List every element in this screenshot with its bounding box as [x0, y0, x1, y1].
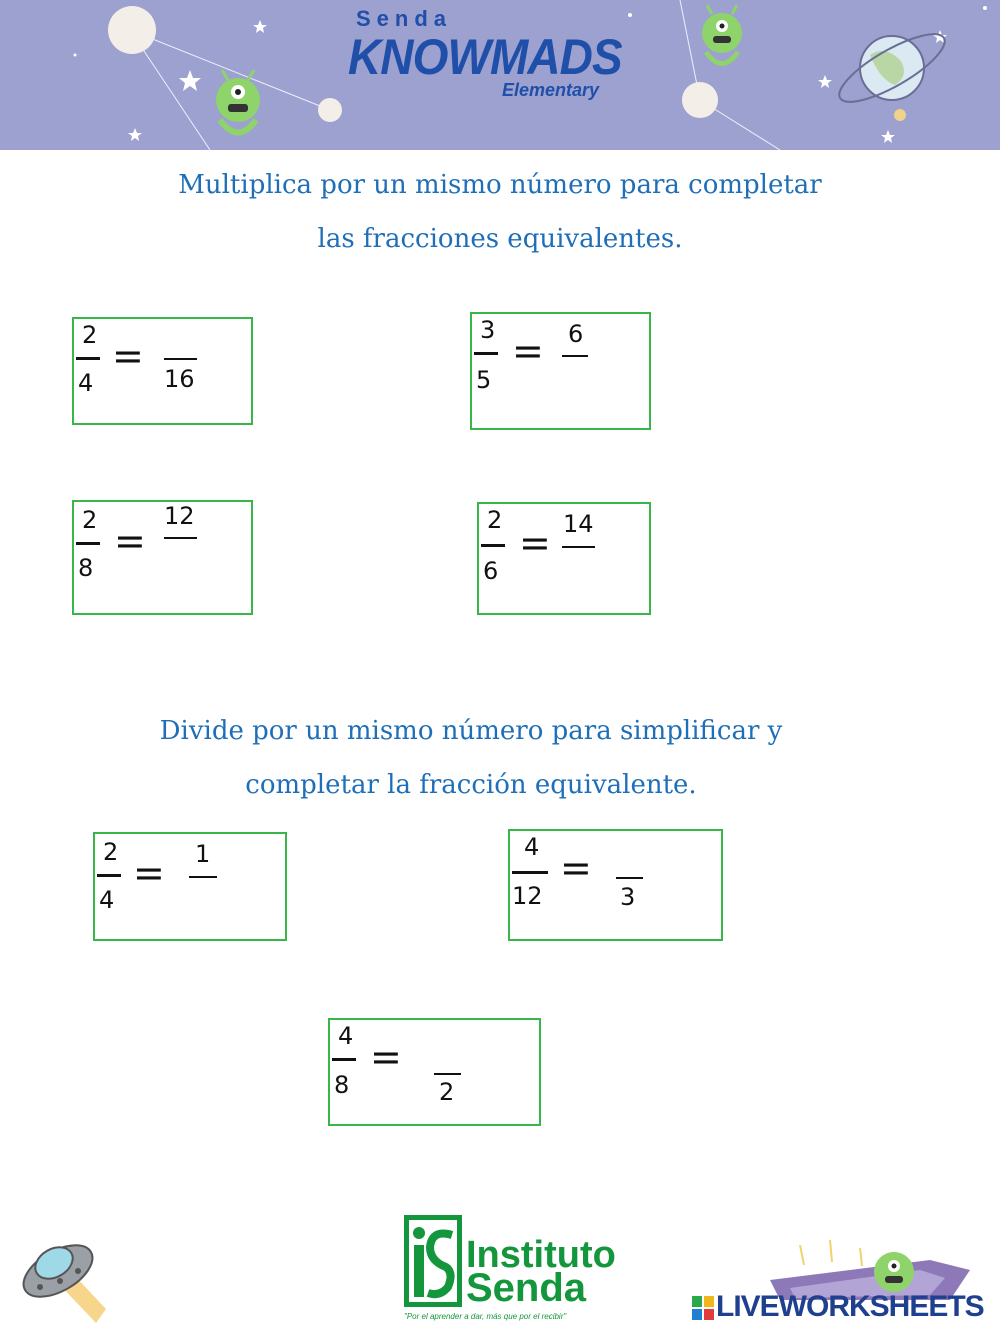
fraction-bar	[97, 874, 121, 877]
liveworksheets-brand-text: LIVEWORKSHEETS	[716, 1290, 984, 1323]
ufo-icon	[10, 1235, 110, 1330]
fraction-numerator: 3	[480, 316, 496, 344]
instruction-multiply	[0, 158, 1000, 266]
instruction-line: las fracciones equivalentes.	[317, 224, 683, 254]
fraction-bar	[481, 544, 505, 547]
fraction-denominator: 4	[78, 369, 94, 397]
equals-sign: =	[133, 851, 165, 895]
exercise-box	[93, 832, 287, 941]
exercise-box	[508, 829, 723, 941]
fraction-numerator: 4	[338, 1022, 354, 1050]
exercise-box	[72, 317, 253, 425]
fraction-denominator: 8	[334, 1071, 350, 1099]
fraction-numerator: 2	[82, 321, 98, 349]
equals-sign: =	[112, 334, 144, 378]
answer-bar	[434, 1073, 461, 1075]
institute-name-line1: Instituto	[466, 1234, 616, 1276]
instruction-line: Divide por un mismo número para simplificar y	[159, 716, 783, 746]
moon-icon	[318, 98, 342, 122]
fraction-denominator: 6	[483, 557, 499, 585]
equals-sign: =	[114, 519, 146, 563]
answer-numerator[interactable]: 1	[195, 840, 211, 868]
answer-bar	[164, 358, 197, 360]
answer-denominator[interactable]: 2	[439, 1078, 455, 1106]
logo-senda-text: Senda	[356, 6, 453, 31]
fraction-bar	[332, 1058, 356, 1061]
equals-sign: =	[512, 329, 544, 373]
fraction-denominator: 5	[476, 366, 492, 394]
institute-name-line2: Senda	[466, 1266, 587, 1310]
fraction-numerator: 2	[103, 838, 119, 866]
fraction-numerator: 4	[524, 833, 540, 861]
answer-bar	[562, 546, 595, 548]
answer-numerator[interactable]: 14	[563, 510, 594, 538]
answer-bar	[189, 876, 217, 878]
equals-sign: =	[560, 846, 592, 890]
answer-bar	[164, 537, 197, 539]
answer-numerator[interactable]: 12	[164, 502, 195, 530]
logo-knowmads-text: KNOWMADS	[348, 29, 622, 85]
instruction-line: Multiplica por un mismo número para completar	[178, 170, 822, 200]
liveworksheets-logo-icon	[692, 1296, 714, 1320]
answer-denominator[interactable]: 16	[164, 365, 195, 393]
moon-icon	[682, 82, 718, 118]
instruction-divide	[0, 704, 971, 812]
fraction-denominator: 12	[512, 882, 543, 910]
moon-icon	[108, 6, 156, 54]
exercise-box	[470, 312, 651, 430]
exercise-box	[72, 500, 253, 615]
answer-bar	[562, 355, 588, 357]
fraction-bar	[76, 357, 100, 360]
fraction-numerator: 2	[487, 506, 503, 534]
institute-slogan: "Por el aprender a dar, más que por el recibir"	[404, 1312, 567, 1321]
fraction-denominator: 4	[99, 886, 115, 914]
exercise-box	[328, 1018, 541, 1126]
answer-denominator[interactable]: 3	[620, 883, 636, 911]
instruction-line: completar la fracción equivalente.	[245, 770, 697, 800]
equals-sign: =	[519, 521, 551, 565]
fraction-bar	[512, 871, 548, 874]
logo-elementary-text: Elementary	[502, 80, 600, 100]
alien-icon	[702, 5, 742, 64]
equals-sign: =	[370, 1035, 402, 1079]
fraction-bar	[474, 352, 498, 355]
exercise-box	[477, 502, 651, 615]
fraction-numerator: 2	[82, 506, 98, 534]
instituto-senda-logo-icon	[404, 1215, 462, 1307]
fraction-bar	[76, 542, 100, 545]
fraction-denominator: 8	[78, 554, 94, 582]
answer-numerator[interactable]: 6	[568, 320, 584, 348]
answer-bar	[616, 877, 643, 879]
header-banner	[0, 0, 1000, 150]
